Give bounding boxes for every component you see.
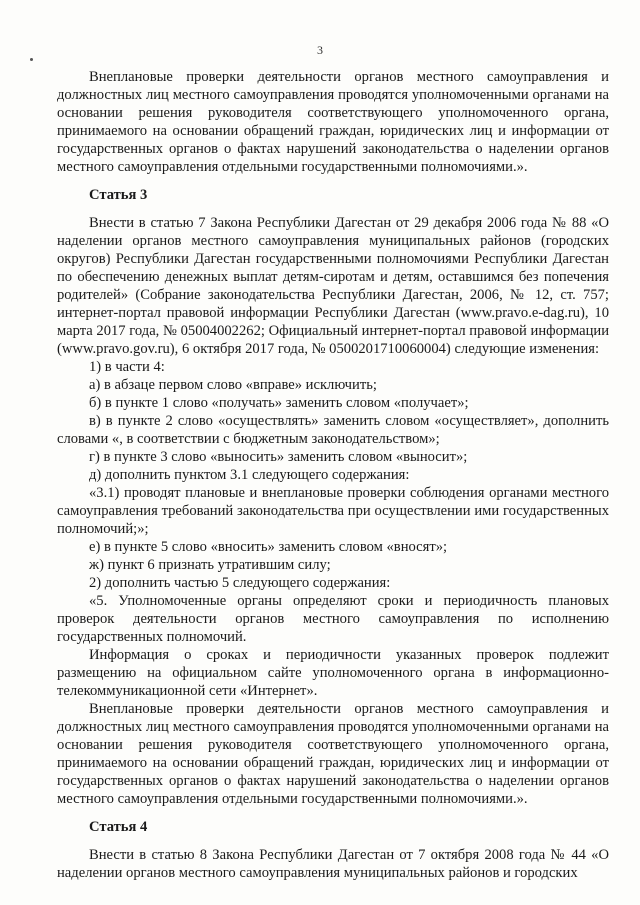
paragraph: Внести в статью 8 Закона Республики Дагестан от 7 октября 2008 года № 44 «О наделении органов местного самоуправления муниципальных районов и городских (57, 847, 609, 881)
scan-speck (30, 58, 33, 61)
paragraph: Внеплановые проверки деятельности органов местного самоуправления и должностных лиц местного самоуправления проводятся уполномоченными органами на основании решения руководителя соответствующего уполномоченного органа, принимаемого на основании обращений граждан, юридических лиц и информации от государственных органов о фактах нарушений законодательства о наделении органов местного самоуправления отдельными государственными полномочиями.». (57, 69, 609, 175)
paragraph: Внести в статью 7 Закона Республики Дагестан от 29 декабря 2006 года № 88 «О наделении органов местного самоуправления муниципальных районов (городских округов) Республики Дагестан государственными полномочиями Республики Дагестан по обеспечению денежных выплат детям-сиротам и детям, оставшимся без попечения родителей» (Собрание законодательства Республики Дагестан, 2006, № 12, ст. 757; интернет-портал правовой информации Республики Дагестан (www.pravo.e-dag.ru), 10 марта 2017 года, № 05004002262; Официальный интернет-портал правовой информации (www.pravo.gov.ru), 6 октября 2017 года, № 0500201710060004) следующие изменения: (57, 215, 609, 357)
list-item: 2) дополнить частью 5 следующего содержания: (89, 575, 391, 591)
article-heading: Статья 3 (89, 187, 148, 203)
list-item: в) в пункте 2 слово «осуществлять» заменить словом «осуществляет», дополнить словами «, в соответствии с бюджетным законодательством»; (57, 413, 609, 447)
list-item: д) дополнить пунктом 3.1 следующего содержания: (89, 467, 410, 483)
list-item: а) в абзаце первом слово «вправе» исключить; (89, 377, 377, 393)
paragraph: Внеплановые проверки деятельности органов местного самоуправления и должностных лиц местного самоуправления проводятся уполномоченными органами на основании решения руководителя соответствующего уполномоченного органа, принимаемого на основании обращений граждан, юридических лиц и информации от государственных органов о фактах нарушений законодательства о наделении органов местного самоуправления отдельными государственными полномочиями.». (57, 701, 609, 807)
list-item: 1) в части 4: (89, 359, 165, 375)
quoted-paragraph: «3.1) проводят плановые и внеплановые проверки соблюдения органами местного самоуправления требований законодательства при осуществлении ими государственных полномочий;»; (57, 485, 609, 537)
paragraph: Информация о сроках и периодичности указанных проверок подлежит размещению на официальном сайте уполномоченного органа в информационно-телекоммуникационной сети «Интернет». (57, 647, 609, 699)
quoted-paragraph: «5. Уполномоченные органы определяют сроки и периодичность плановых проверок деятельности органов местного самоуправления по исполнению государственных полномочий. (57, 593, 609, 645)
document-body (57, 68, 609, 882)
list-item: б) в пункте 1 слово «получать» заменить словом «получает»; (89, 395, 469, 411)
page-number: 3 (317, 43, 323, 57)
article-heading: Статья 4 (89, 819, 148, 835)
list-item: г) в пункте 3 слово «выносить» заменить словом «выносит»; (89, 449, 468, 465)
list-item: е) в пункте 5 слово «вносить» заменить словом «вносят»; (89, 539, 448, 555)
list-item: ж) пункт 6 признать утратившим силу; (89, 557, 331, 573)
